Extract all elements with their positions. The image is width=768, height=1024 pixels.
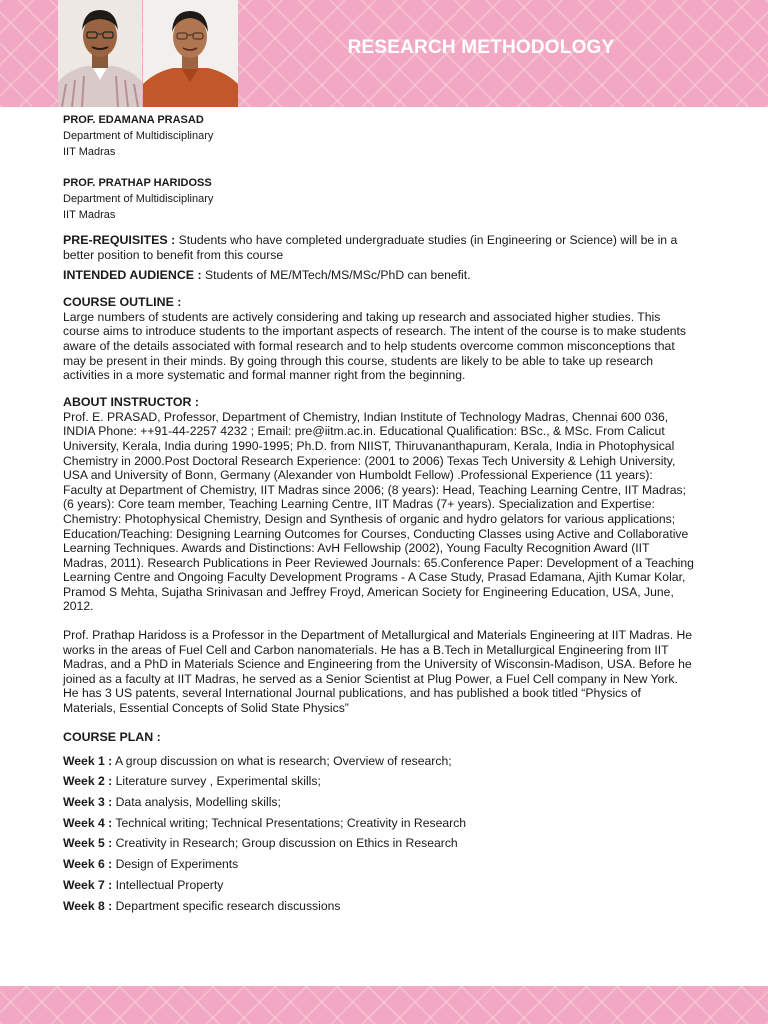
week-label: Week 6 :	[63, 857, 113, 872]
prerequisites-label: PRE-REQUISITES :	[63, 233, 176, 247]
week-label: Week 7 :	[63, 877, 113, 892]
course-plan-week	[63, 792, 695, 813]
week-label: Week 3 :	[63, 795, 113, 810]
instructor-name: PROF. PRATHAP HARIDOSS	[63, 177, 212, 189]
week-label: Week 4 :	[63, 815, 113, 830]
about-instructor-haridoss: Prof. Prathap Haridoss is a Professor in the Department of Metallurgical and Materials Engineering at IIT Madras. He works in the areas of Fuel Cell and Carbon nanomaterials. He has a B.Tech in Metallurgical Engineering from IIT Madras, and a PhD in Materials Science and Engineering from the University of Wisconsin-Madison, USA. Before he joined as a faculty at IIT Madras, he served as a Senior Scientist at Plug Power, a Fuel Cell company in New York. He has 3 US patents, several International Journal publications, and has published a book titled “Physics of Materials, Essential Concepts of Solid State Physics”	[63, 628, 693, 716]
course-plan-week	[63, 833, 695, 854]
prerequisites	[63, 233, 695, 262]
about-instructor-prasad: Prof. E. PRASAD, Professor, Department of Chemistry, Indian Institute of Technology Madras, Chennai 600 036, INDIA Phone: ++91-44-2257 4232 ; Email: pre@iitm.ac.in. Educational Qualification: BSc., & MSc. From Calicut University, Kerala, India during 1990-1995; Ph.D. from NIIST, Thiruvananthapuram, Kerala, India in Photophysical Chemistry in 2000.Post Doctoral Research Experience: (2001 to 2006) Texas Tech University & Lehigh University, USA and University of Bonn, Germany (Alexander von Humboldt Fellow) .Professional Experience (11 years): Faculty at Department of Chemistry, IIT Madras since 2006; (8 years): Head, Teaching Learning Centre, IIT Madras; (6 years): Core team member, Teaching Learning Centre, IIT Madras (7+ years). Specialization and Expertise: Chemistry: Photophysical Chemistry, Design and Synthesis of organic and hydro gelators for various applications; Education/Teaching: Designing Learning Outcomes for Courses, Conducting Classes using Active and Collaborative Learning Techniques. Awards and Distinctions: AvH Fellowship (2002), Young Faculty Recognition Award (IIT Madras, 2011). Research Publications in Peer Reviewed Journals: 65.Conference Paper: Development of a Teaching Learning Centre and Ongoing Faculty Development Programs - A Case Study, Prasad Edamana, Ajith Kumar Kolar, Pramod S Mehta, Sujatha Srinivasan and Jeffrey Froyd, American Society for Engineering Education, USA, June, 2012.	[63, 409, 694, 614]
week-topic: Department specific research discussions	[115, 898, 341, 913]
week-label: Week 8 :	[63, 898, 113, 913]
week-topic: Literature survey , Experimental skills;	[115, 774, 321, 789]
course-plan-heading: COURSE PLAN :	[63, 729, 161, 744]
course-outline-heading: COURSE OUTLINE :	[63, 294, 182, 309]
instructor-institute: IIT Madras	[63, 209, 116, 221]
week-topic: Technical writing; Technical Presentations; Creativity in Research	[115, 815, 467, 830]
audience-label: INTENDED AUDIENCE :	[63, 268, 202, 283]
week-topic: Design of Experiments	[115, 857, 239, 872]
instructor-institute: IIT Madras	[63, 146, 116, 158]
about-instructor-heading: ABOUT INSTRUCTOR :	[63, 394, 200, 409]
prerequisites-text: Students who have completed undergraduate studies (in Engineering or Science) will be in a better position to benefit from this course	[63, 233, 678, 262]
week-topic: Data analysis, Modelling skills;	[115, 795, 281, 810]
course-plan-week	[63, 751, 695, 772]
instructor-department: Department of Multidisciplinary	[63, 193, 214, 205]
instructor-photo-haridoss	[143, 0, 238, 107]
course-plan-week	[63, 896, 695, 917]
audience-text: Students of ME/MTech/MS/MSc/PhD can benefit.	[205, 268, 471, 283]
instructor-department: Department of Multidisciplinary	[63, 130, 214, 142]
week-topic: Intellectual Property	[115, 877, 224, 892]
course-plan-week	[63, 771, 695, 792]
page-title: RESEARCH METHODOLOGY	[347, 37, 615, 58]
instructor-card-prasad	[63, 114, 695, 160]
instructor-name: PROF. EDAMANA PRASAD	[63, 114, 204, 126]
week-label: Week 2 :	[63, 774, 113, 789]
footer-banner	[0, 986, 768, 1024]
week-topic: Creativity in Research; Group discussion on Ethics in Research	[115, 836, 458, 851]
course-plan-week	[63, 813, 695, 834]
course-details	[63, 114, 695, 916]
week-topic: A group discussion on what is research; Overview of research;	[114, 753, 452, 768]
intended-audience	[63, 268, 695, 283]
week-label: Week 1 :	[63, 753, 113, 768]
course-plan-week	[63, 854, 695, 875]
course-outline-text: Large numbers of students are actively considering and taking up research and associated higher studies. This course aims to introduce students to the important aspects of research. The intent of the course is to make students aware of the details associated with formal research and to help students overcome common misconceptions that may be present in their minds. By going through this course, students are likely to be able to take up research activities in a more systematic and formal manner right from the beginning.	[63, 309, 687, 383]
course-plan-week	[63, 875, 695, 896]
instructor-photo-prasad	[58, 0, 142, 107]
instructor-card-haridoss	[63, 177, 695, 223]
course-plan-list	[63, 751, 695, 917]
week-label: Week 5 :	[63, 836, 113, 851]
